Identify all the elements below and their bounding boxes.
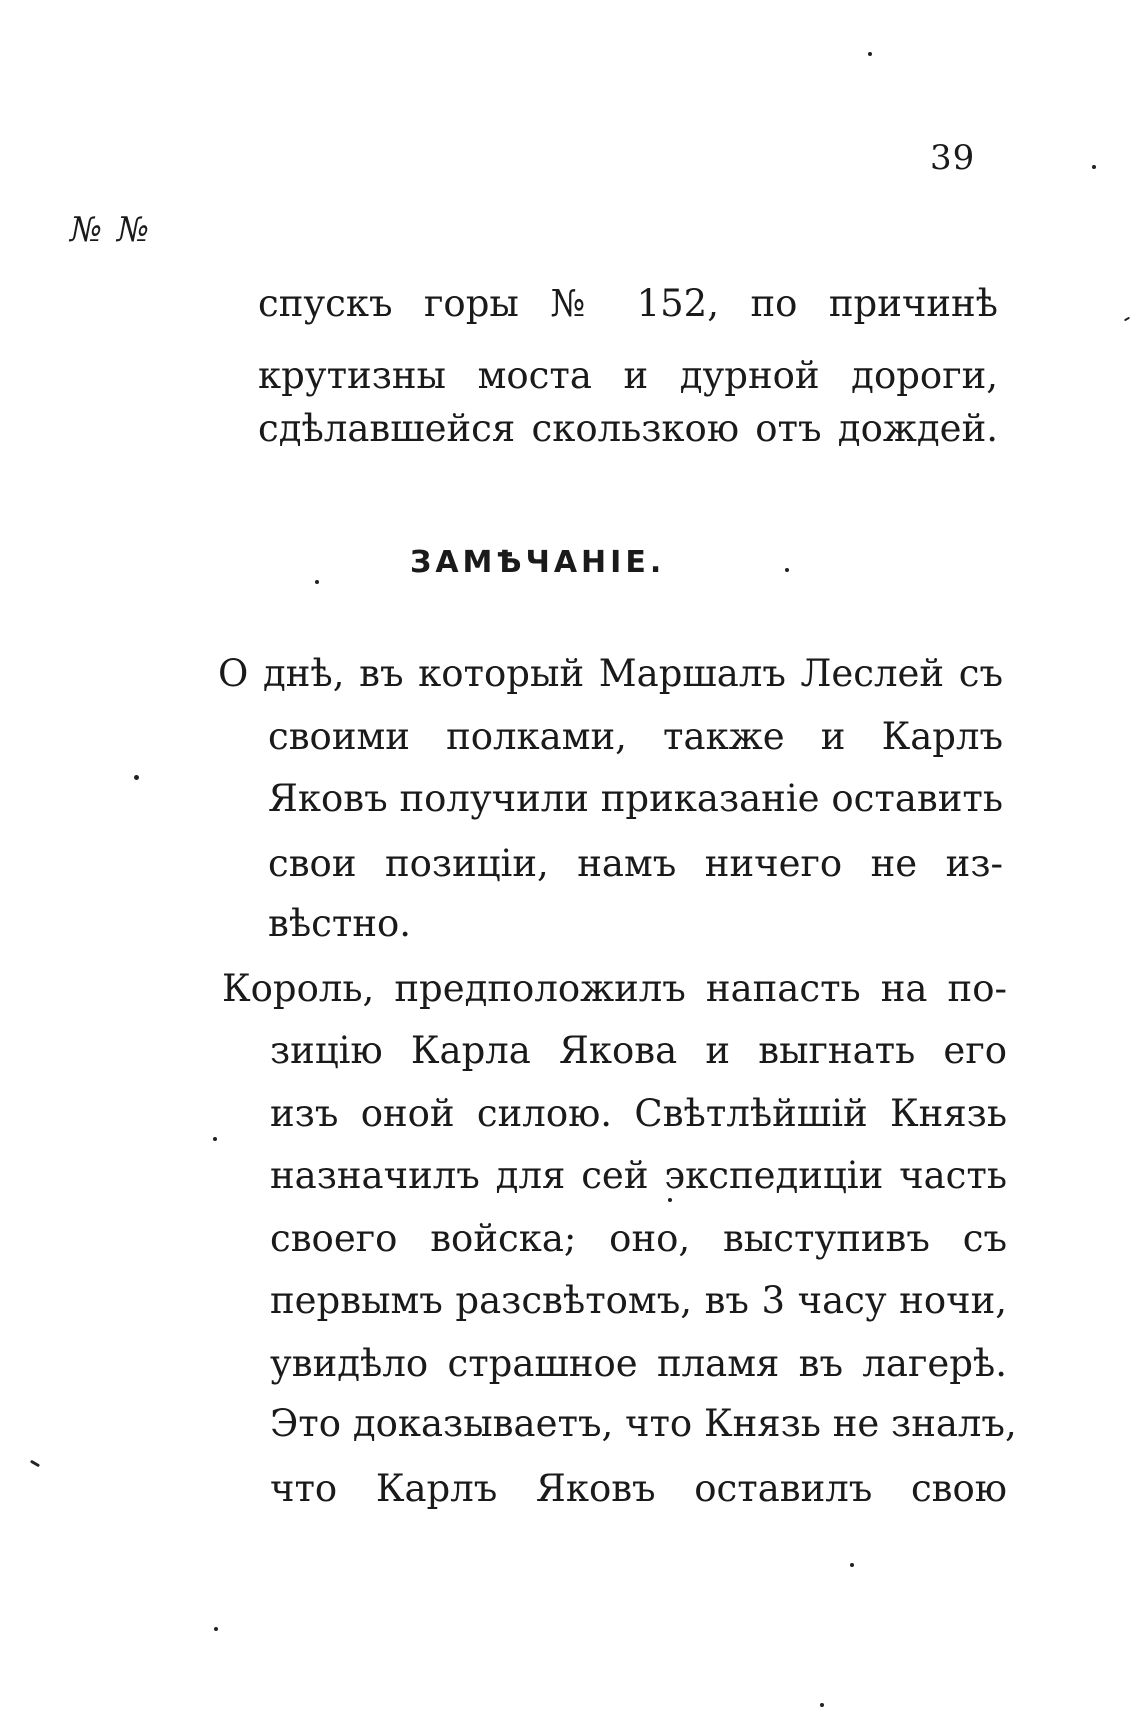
text-line: крутизны моста и дурной дороги, [258, 354, 998, 397]
scan-speck [1124, 317, 1130, 322]
scan-speck [30, 1460, 40, 1468]
text-line: что Карлъ Яковъ оставилъ свою [270, 1467, 1007, 1510]
text-line: изъ оной силою. Свѣтлѣйшій Князь [270, 1092, 1007, 1135]
text-line: Яковъ получили приказаніе оставить [268, 777, 1003, 820]
scan-speck [134, 775, 139, 780]
scan-speck [315, 580, 319, 584]
scan-speck [668, 1198, 672, 1202]
text-line: свои позиціи, намъ ничего не из- [268, 842, 1003, 885]
text-line: О днѣ, въ который Маршалъ Леслей съ [218, 652, 1003, 695]
scan-speck [213, 1137, 217, 1141]
page-number: 39 [930, 138, 976, 178]
margin-number-mark: № № [70, 210, 152, 250]
text-line: зицію Карла Якова и выгнать его [270, 1029, 1007, 1072]
text-line: Это доказываетъ, что Князь не зналъ, [270, 1402, 1017, 1445]
scan-speck [785, 568, 789, 572]
text-line: спускъ горы № 152, по причинѣ [258, 282, 998, 325]
scan-speck [850, 1563, 854, 1567]
text-line: увидѣло страшное пламя въ лагерѣ. [270, 1342, 1007, 1385]
scan-speck [820, 1703, 824, 1707]
text-line: назначилъ для сей экспедиціи часть [270, 1154, 1007, 1197]
text-line: своего войска; оно, выступивъ съ [270, 1217, 1007, 1260]
scan-speck [868, 52, 872, 56]
text-line: сдѣлавшейся скользкою отъ дождей. [258, 407, 998, 450]
section-heading: ЗАМѢЧАНІЕ. [410, 545, 666, 580]
scan-speck [214, 1627, 218, 1631]
text-line: Король, предположилъ напасть на по- [222, 967, 1007, 1010]
text-line: вѣстно. [268, 902, 412, 945]
text-line: первымъ разсвѣтомъ, въ 3 часу ночи, [270, 1279, 1007, 1322]
scan-speck [1092, 165, 1096, 169]
text-line: своими полками, также и Карлъ [268, 715, 1003, 758]
